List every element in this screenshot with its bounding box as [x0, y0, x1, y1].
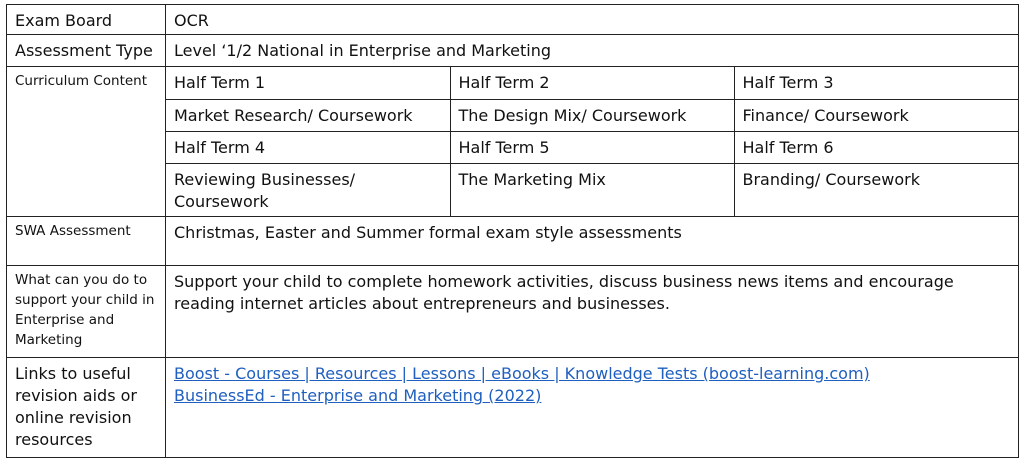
businessed-link[interactable]: BusinessEd - Enterprise and Marketing (2022)	[174, 386, 542, 405]
curriculum-label: Curriculum Content	[7, 67, 166, 217]
support-value: Support your child to complete homework activities, discuss business news items and encourage reading internet articles about entrepreneurs and businesses.	[166, 266, 1019, 358]
term-topic-row	[166, 99, 1019, 131]
term-topic-row	[166, 163, 1019, 216]
swa-label: SWA Assessment	[7, 217, 166, 266]
term-heading-row	[166, 131, 1019, 163]
term-heading: Half Term 2	[450, 67, 734, 99]
term-heading: Half Term 5	[450, 131, 734, 163]
swa-value: Christmas, Easter and Summer formal exam style assessments	[166, 217, 1019, 266]
curriculum-grid-cell	[166, 67, 1019, 217]
term-topic: Finance/ Coursework	[734, 99, 1019, 131]
row-links	[7, 358, 1019, 458]
assessment-type-label: Assessment Type	[7, 35, 166, 67]
exam-board-label: Exam Board	[7, 5, 166, 35]
term-topic: Branding/ Coursework	[734, 163, 1019, 216]
term-topic: Market Research/ Coursework	[166, 99, 450, 131]
row-exam-board	[7, 5, 1019, 35]
support-label: What can you do to support your child in Enterprise and Marketing	[7, 266, 166, 358]
term-heading-row	[166, 67, 1019, 99]
term-heading: Half Term 1	[166, 67, 450, 99]
row-curriculum	[7, 67, 1019, 217]
exam-board-value: OCR	[166, 5, 1019, 35]
term-heading: Half Term 3	[734, 67, 1019, 99]
row-assessment-type	[7, 35, 1019, 67]
links-label: Links to useful revision aids or online revision resources	[7, 358, 166, 458]
curriculum-grid	[166, 67, 1019, 216]
term-topic: The Design Mix/ Coursework	[450, 99, 734, 131]
info-table-wrapper	[6, 4, 1019, 458]
term-topic: Reviewing Businesses/ Coursework	[166, 163, 450, 216]
boost-learning-link[interactable]: Boost - Courses | Resources | Lessons | eBooks | Knowledge Tests (boost-learning.com)	[174, 364, 870, 383]
subject-info-table	[6, 4, 1019, 458]
row-support	[7, 266, 1019, 358]
term-heading: Half Term 6	[734, 131, 1019, 163]
row-swa-assessment	[7, 217, 1019, 266]
term-topic: The Marketing Mix	[450, 163, 734, 216]
assessment-type-value: Level ‘1/2 National in Enterprise and Marketing	[166, 35, 1019, 67]
term-heading: Half Term 4	[166, 131, 450, 163]
links-cell	[166, 358, 1019, 458]
